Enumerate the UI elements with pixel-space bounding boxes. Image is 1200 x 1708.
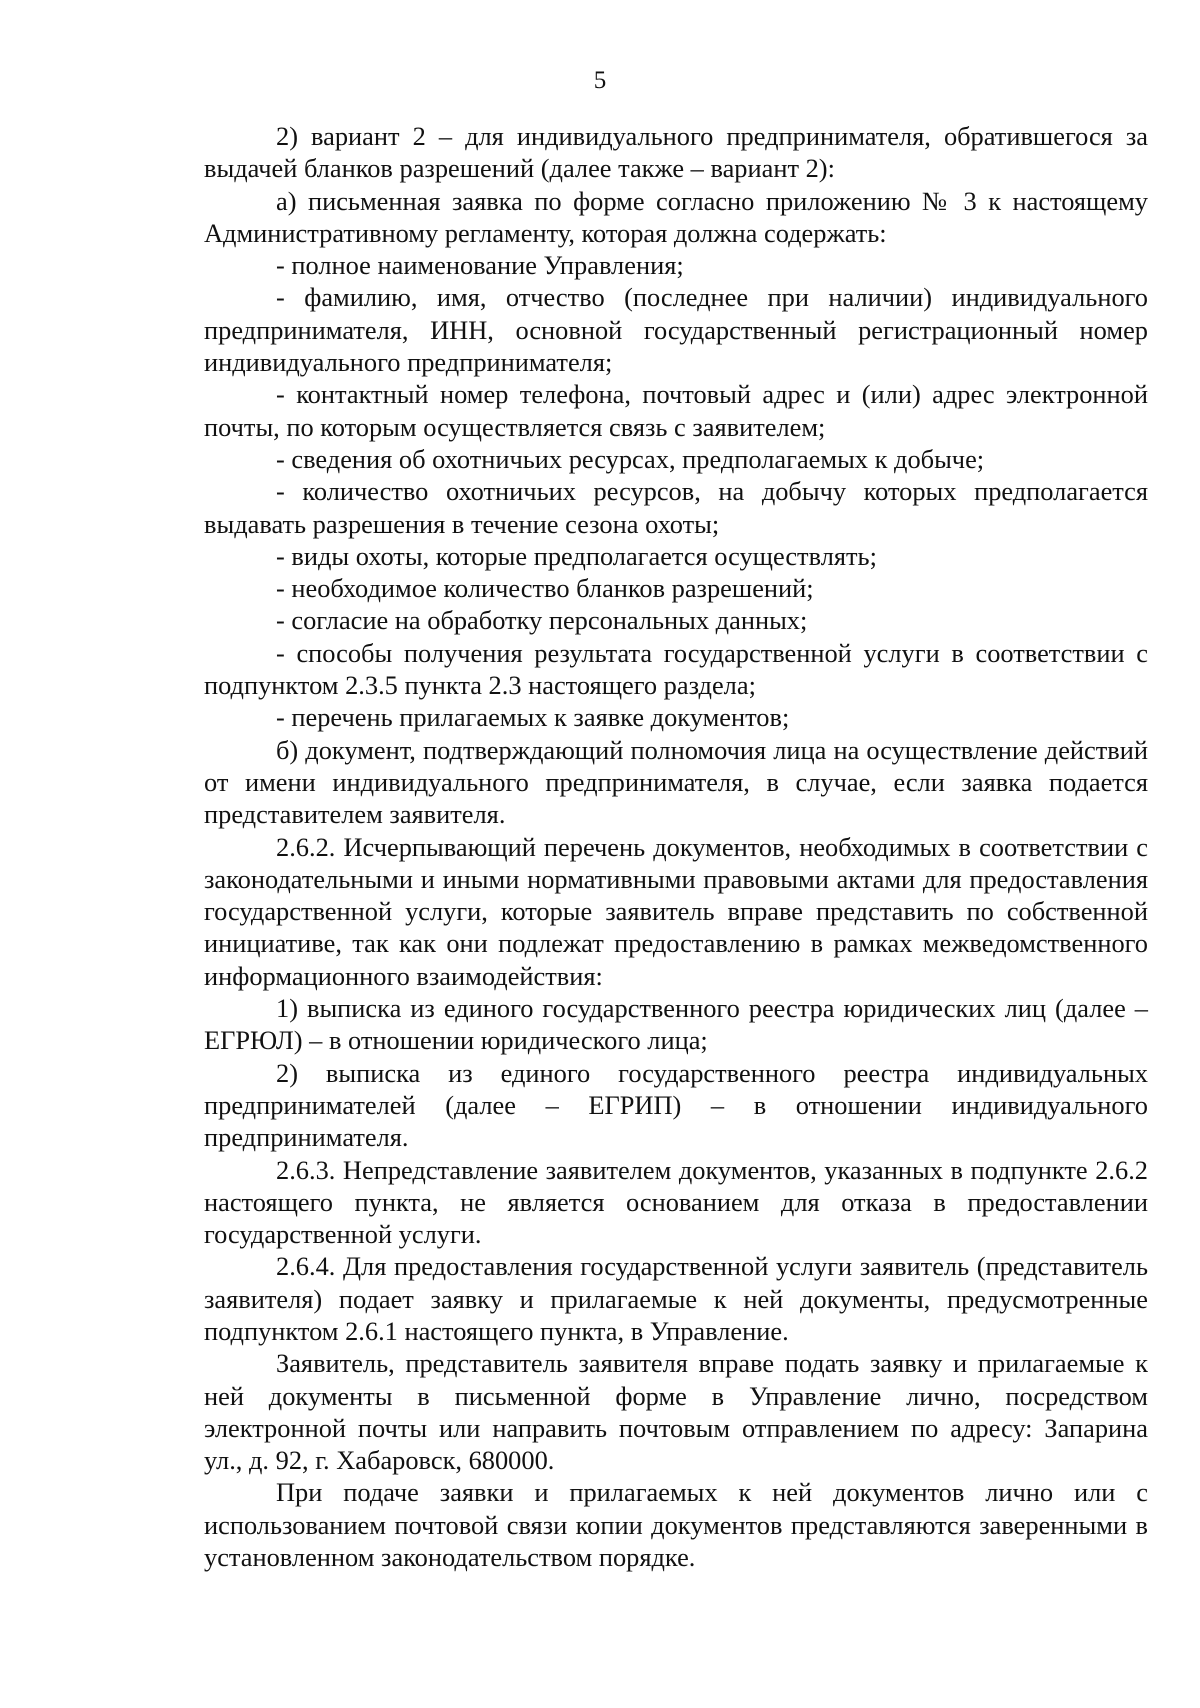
paragraph-authority-document: б) документ, подтверждающий полномочия лица на осуществление действий от имени индивидуального предпринимателя, в случае, если заявка подается представителем заявителя. [204,734,1148,830]
paragraph-variant-2: 2) вариант 2 – для индивидуального предпринимателя, обратившегося за выдачей бланков разрешений (далее также – вариант 2): [204,121,1148,184]
paragraph-2-6-3: 2.6.3. Непредставление заявителем документов, указанных в подпункте 2.6.2 настоящего пункта, не является основанием для отказа в предоставлении государственной услуги. [204,1154,1148,1250]
list-item-result-methods: - способы получения результата государственной услуги в соответствии с подпунктом 2.3.5 пункта 2.3 настоящего раздела; [204,637,1148,701]
paragraph-certified-copies: При подаче заявки и прилагаемых к ней документов лично или с использованием почтовой связи копии документов представляются заверенными в установленном законодательством порядке. [204,1477,1148,1573]
document-body [204,120,1148,1573]
list-item-contact-details: - контактный номер телефона, почтовый адрес и (или) адрес электронной почты, по которым осуществляется связь с заявителем; [204,379,1148,442]
list-item-entrepreneur-details: - фамилию, имя, отчество (последнее при наличии) индивидуального предпринимателя, ИНН, основной государственный регистрационный номер индивидуального предпринимателя; [204,282,1148,378]
list-item-attached-documents: - перечень прилагаемых к заявке документов; [276,702,790,733]
list-item-department-name: - полное наименование Управления; [276,250,684,281]
list-item-hunting-resources: - сведения об охотничьих ресурсах, предполагаемых к добыче; [276,443,985,474]
paragraph-egrip-extract: 2) выписка из единого государственного реестра индивидуальных предпринимателей (далее – ЕГРИП) – в отношении индивидуального предпринимателя. [204,1057,1148,1153]
list-item-resources-quantity: - количество охотничьих ресурсов, на добычу которых предполагается выдавать разрешения в течение сезона охоты; [204,476,1148,539]
list-item-hunting-types: - виды охоты, которые предполагается осуществлять; [276,540,877,571]
page-number: 5 [593,67,607,94]
paragraph-egrul-extract: 1) выписка из единого государственного реестра юридических лиц (далее – ЕГРЮЛ) – в отношении юридического лица; [204,993,1148,1056]
list-item-blank-count: - необходимое количество бланков разрешений; [276,573,814,604]
paragraph-2-6-4: 2.6.4. Для предоставления государственной услуги заявитель (представитель заявителя) подает заявку и прилагаемые к ней документы, предусмотренные подпунктом 2.6.1 настоящего пункта, в Управление. [204,1251,1148,1346]
paragraph-written-application: а) письменная заявка по форме согласно приложению № 3 к настоящему Административному регламенту, которая должна содержать: [204,185,1148,248]
paragraph-submission-methods: Заявитель, представитель заявителя вправе подать заявку и прилагаемые к ней документы в письменной форме в Управление лично, посредством электронной почты или направить почтовым отправлением по адресу: Запарина ул., д. 92, г. Хабаровск, 680000. [204,1348,1148,1476]
list-item-data-consent: - согласие на обработку персональных данных; [276,605,808,636]
paragraph-2-6-2: 2.6.2. Исчерпывающий перечень документов, необходимых в соответствии с законодательными и иными нормативными правовыми актами для предоставления государственной услуги, которые заявитель вправе представить по собственной инициативе, так как они подлежат предоставлению в рамках межведомственного информационного взаимодействия: [204,831,1148,991]
